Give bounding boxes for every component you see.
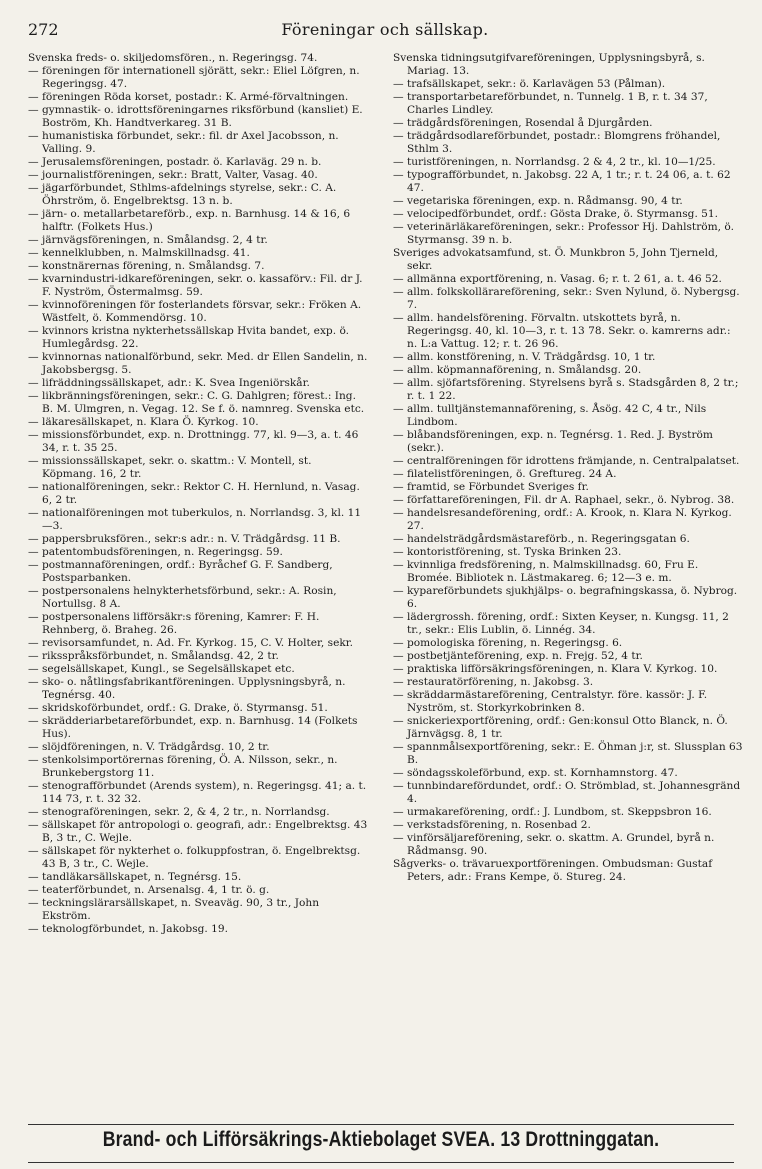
- directory-entry: — lädergrossh. förening, ordf.: Sixten Keyser, n. Kungsg. 11, 2 tr., sekr.: Elis Lublin, ö. Linnég. 34.: [393, 611, 729, 636]
- directory-entry: — postpersonalens helnykterhetsförbund, sekr.: A. Rosin, Nortullsg. 8 A.: [28, 585, 337, 610]
- directory-entry: — trädgårdsföreningen, Rosendal å Djurgården.: [393, 117, 653, 129]
- directory-entry: — riksspråksförbundet, n. Smålandsg. 42, 2 tr.: [28, 650, 279, 662]
- directory-entry: — postmannaföreningen, ordf.: Byråchef G. F. Sandberg, Postsparbanken.: [28, 559, 333, 584]
- directory-entry: — allm. sjöfartsförening. Styrelsens byrå s. Stadsgården 8, 2 tr.; r. t. 1 22.: [393, 377, 739, 402]
- directory-entry: — framtid, se Förbundet Sveriges fr.: [393, 481, 589, 493]
- directory-entry: Sveriges advokatsamfund, st. Ö. Munkbron 5, John Tjerneld, sekr.: [393, 247, 719, 272]
- directory-entry: — lifräddningssällskapet, adr.: K. Svea Ingeniörskår.: [28, 377, 310, 389]
- directory-entry: — kvinnoföreningen för fosterlandets försvar, sekr.: Fröken A. Wästfelt, ö. Kommendörsg. 10.: [28, 299, 362, 324]
- directory-entry: — sällskapet för antropologi o. geografi, adr.: Engelbrektsg. 43 B, 3 tr., C. Wejle.: [28, 819, 368, 844]
- directory-entry: — skrädderiarbetareförbundet, exp. n. Barnhusg. 14 (Folkets Hus).: [28, 715, 358, 740]
- directory-entry: — allm. tulltjänstemannaförening, s. Åsög. 42 C, 4 tr., Nils Lindbom.: [393, 403, 707, 428]
- directory-entry: — föreningen för internationell sjörätt, sekr.: Eliel Löfgren, n. Regeringsg. 47.: [28, 65, 360, 90]
- directory-entry: — kypareförbundets sjukhjälps- o. begrafningskassa, ö. Nybrog. 6.: [393, 585, 738, 610]
- directory-entry: — stenograföreningen, sekr. 2, & 4, 2 tr., n. Norrlandsg.: [28, 806, 330, 818]
- directory-entry: — trädgårdsodlareförbundet, postadr.: Blomgrens fröhandel, Sthlm 3.: [393, 130, 721, 155]
- directory-entry: — teckningslärarsällskapet, n. Sveaväg. 90, 3 tr., John Ekström.: [28, 897, 320, 922]
- directory-entry: — söndagsskoleförbund, exp. st. Kornhamnstorg. 47.: [393, 767, 678, 779]
- directory-entry: — transportarbetareförbundet, n. Tunnelg. 1 B, r. t. 34 37, Charles Lindley.: [393, 91, 708, 116]
- directory-entry: — postbetjänteförening, exp. n. Frejg. 52, 4 tr.: [393, 650, 643, 662]
- directory-entry: — humanistiska förbundet, sekr.: fil. dr Axel Jacobsson, n. Valling. 9.: [28, 130, 339, 155]
- directory-entry: — nationalföreningen, sekr.: Rektor C. H. Hernlund, n. Vasag. 6, 2 tr.: [28, 481, 360, 506]
- directory-entry: — turistföreningen, n. Norrlandsg. 2 & 4, 2 tr., kl. 10—1/25.: [393, 156, 716, 168]
- directory-entry: — skridskoförbundet, ordf.: G. Drake, ö. Styrmansg. 51.: [28, 702, 328, 714]
- directory-entry: — teknologförbundet, n. Jakobsg. 19.: [28, 923, 228, 935]
- directory-entry: — likbränningsföreningen, sekr.: C. G. Dahlgren; förest.: Ing. B. M. Ulmgren, n. Vegag. 12. Se f. ö. namnreg. Svenska etc.: [28, 390, 365, 415]
- directory-entry: — pappersbruksfören., sekr:s adr.: n. V. Trädgårdsg. 11 B.: [28, 533, 341, 545]
- footer-rule-bottom: [28, 1162, 734, 1163]
- footer-rule-top: [28, 1124, 734, 1125]
- directory-entry: — trafsällskapet, sekr.: ö. Karlavägen 53 (Pålman).: [393, 78, 666, 90]
- footer-advertisement: Brand- och Lifförsäkrings-Aktiebolaget SVEA. 13 Drottninggatan.: [102, 1128, 660, 1151]
- directory-entry: — restauratörförening, n. Jakobsg. 3.: [393, 676, 594, 688]
- page-number: 272: [28, 20, 59, 39]
- directory-entry: — allm. konstförening, n. V. Trädgårdsg. 10, 1 tr.: [393, 351, 656, 363]
- directory-entry: Svenska freds- o. skiljedomsfören., n. Regeringsg. 74.: [28, 52, 318, 64]
- directory-entry: — urmakareförening, ordf.: J. Lundbom, st. Skeppsbron 16.: [393, 806, 712, 818]
- directory-entry: — handelsresandeförening, ordf.: A. Krook, n. Klara N. Kyrkog. 27.: [393, 507, 732, 532]
- page-header: [28, 20, 742, 42]
- directory-entry: — journalistföreningen, sekr.: Bratt, Valter, Vasag. 40.: [28, 169, 318, 181]
- directory-entry: — stenkolsimportörernas förening, Ö. A. Nilsson, sekr., n. Brunkebergstorg 11.: [28, 754, 338, 779]
- directory-entry: — järn- o. metallarbetareförb., exp. n. Barnhusg. 14 & 16, 6 halftr. (Folkets Hus.): [28, 208, 351, 233]
- directory-entry: — föreningen Röda korset, postadr.: K. Armé-förvaltningen.: [28, 91, 349, 103]
- directory-entry: — Jerusalemsföreningen, postadr. ö. Karlaväg. 29 n. b.: [28, 156, 322, 168]
- directory-entry: — vinförsäljareförening, sekr. o. skattm. A. Grundel, byrå n. Rådmansg. 90.: [393, 832, 715, 857]
- directory-entry: — gymnastik- o. idrottsföreningarnes riksförbund (kansliet) E. Boström, Kh. Handtverkareg. 31 B.: [28, 104, 363, 129]
- directory-entry: — kennelklubben, n. Malmskillnadsg. 41.: [28, 247, 250, 259]
- directory-entry: — filatelistföreningen, ö. Greftureg. 24 A.: [393, 468, 617, 480]
- directory-entry: — kontoristförening, st. Tyska Brinken 23.: [393, 546, 622, 558]
- directory-entry: — typografförbundet, n. Jakobsg. 22 A, 1 tr.; r. t. 24 06, a. t. 62 47.: [393, 169, 731, 194]
- directory-entry: — författareföreningen, Fil. dr A. Raphael, sekr., ö. Nybrog. 38.: [393, 494, 735, 506]
- directory-entry: — teaterförbundet, n. Arsenalsg. 4, 1 tr. ö. g.: [28, 884, 270, 896]
- directory-entry: — tunnbindarefördundet, ordf.: O. Strömblad, st. Johannesgränd 4.: [393, 780, 741, 805]
- directory-entry: — kvinnors kristna nykterhetssällskap Hvita bandet, exp. ö. Humlegårdsg. 22.: [28, 325, 350, 350]
- directory-entry: — sällskapet för nykterhet o. folkuppfostran, ö. Engelbrektsg. 43 B, 3 tr., C. Wejle.: [28, 845, 361, 870]
- directory-entry: — kvarnindustri-idkareföreningen, sekr. o. kassaförv.: Fil. dr J. F. Nyström, Östermalmsg. 59.: [28, 273, 363, 298]
- directory-entry: Svenska tidningsutgifvareföreningen, Upplysningsbyrå, s. Mariag. 13.: [393, 52, 705, 77]
- directory-entry: — konstnärernas förening, n. Smålandsg. 7.: [28, 260, 265, 272]
- directory-entry: — pomologiska förening, n. Regeringsg. 6.: [393, 637, 623, 649]
- directory-entry: — allm. folkskollärareförening, sekr.: Sven Nylund, ö. Nybergsg. 7.: [393, 286, 740, 311]
- directory-entry: — jägarförbundet, Sthlms-afdelnings styrelse, sekr.: C. A. Öhrström, ö. Engelbrektsg. 13 n. b.: [28, 182, 337, 207]
- directory-entry: — revisorsamfundet, n. Ad. Fr. Kyrkog. 15, C. V. Holter, sekr.: [28, 637, 354, 649]
- directory-entry: — blåbandsföreningen, exp. n. Tegnérsg. 1. Red. J. Byström (sekr.).: [393, 429, 713, 454]
- running-title: Föreningar och sällskap.: [281, 20, 489, 39]
- directory-entry: — läkaresällskapet, n. Klara Ö. Kyrkog. 10.: [28, 416, 259, 428]
- directory-entry: — allm. köpmannaförening, n. Smålandsg. 20.: [393, 364, 642, 376]
- directory-entry: — verkstadsförening, n. Rosenbad 2.: [393, 819, 591, 831]
- directory-entry: — allm. handelsförening. Förvaltn. utskottets byrå, n. Regeringsg. 40, kl. 10—3, r. t. 13 78. Sekr. o. kamrerns adr.: n. L:a Vattug. 12; r. t. 26 96.: [393, 312, 731, 350]
- directory-entry: — missionssällskapet, sekr. o. skattm.: V. Montell, st. Köpmang. 16, 2 tr.: [28, 455, 312, 480]
- right-column: [393, 52, 743, 884]
- directory-entry: — missionsförbundet, exp. n. Drottningg. 77, kl. 9—3, a. t. 46 34, r. t. 35 25.: [28, 429, 359, 454]
- directory-entry: — kvinnornas nationalförbund, sekr. Med. dr Ellen Sandelin, n. Jakobsbergsg. 5.: [28, 351, 368, 376]
- directory-entry: Sågverks- o. trävaruexportföreningen. Ombudsman: Gustaf Peters, adr.: Frans Kempe, ö. Stureg. 24.: [393, 858, 713, 883]
- directory-entry: — handelsträdgårdsmästareförb., n. Regeringsgatan 6.: [393, 533, 690, 545]
- directory-entry: — allmänna exportförening, n. Vasag. 6; r. t. 2 61, a. t. 46 52.: [393, 273, 722, 285]
- directory-entry: — kvinnliga fredsförening, n. Malmskillnadsg. 60, Fru E. Bromée. Bibliotek n. Lästmakareg. 6; 12—3 e. m.: [393, 559, 699, 584]
- directory-entry: — nationalföreningen mot tuberkulos, n. Norrlandsg. 3, kl. 11—3.: [28, 507, 362, 532]
- directory-entry: — praktiska lifförsäkringsföreningen, n. Klara V. Kyrkog. 10.: [393, 663, 718, 675]
- directory-entry: — centralföreningen för idrottens främjande, n. Centralpalatset.: [393, 455, 740, 467]
- directory-entry: — patentombudsföreningen, n. Regeringsg. 59.: [28, 546, 283, 558]
- directory-entry: — spannmålsexportförening, sekr.: E. Öhman j:r, st. Slussplan 63 B.: [393, 741, 743, 766]
- directory-entry: — snickeriexportförening, ordf.: Gen:konsul Otto Blanck, n. Ö. Järnvägsg. 8, 1 tr.: [393, 715, 728, 740]
- directory-entry: — velocipedförbundet, ordf.: Gösta Drake, ö. Styrmansg. 51.: [393, 208, 719, 220]
- directory-entry: — sko- o. nåtlingsfabrikantföreningen. Upplysningsbyrå, n. Tegnérsg. 40.: [28, 676, 346, 701]
- directory-entry: — vegetariska föreningen, exp. n. Rådmansg. 90, 4 tr.: [393, 195, 683, 207]
- directory-entry: — stenografförbundet (Arends system), n. Regeringsg. 41; a. t. 114 73, r. t. 32 32.: [28, 780, 367, 805]
- left-column: [28, 52, 368, 936]
- directory-entry: — skräddarmästareförening, Centralstyr. före. kassör: J. F. Nyström, st. Storkyrkobrinken 8.: [393, 689, 708, 714]
- directory-entry: — segelsällskapet, Kungl., se Segelsällskapet etc.: [28, 663, 295, 675]
- directory-entry: — tandläkarsällskapet, n. Tegnérsg. 15.: [28, 871, 242, 883]
- directory-entry: — slöjdföreningen, n. V. Trädgårdsg. 10, 2 tr.: [28, 741, 270, 753]
- directory-entry: — järnvägsföreningen, n. Smålandsg. 2, 4 tr.: [28, 234, 268, 246]
- directory-entry: — veterinärläkareföreningen, sekr.: Professor Hj. Dahlström, ö. Styrmansg. 39 n. b.: [393, 221, 734, 246]
- directory-entry: — postpersonalens lifförsäkr:s förening, Kamrer: F. H. Rehnberg, ö. Braheg. 26.: [28, 611, 320, 636]
